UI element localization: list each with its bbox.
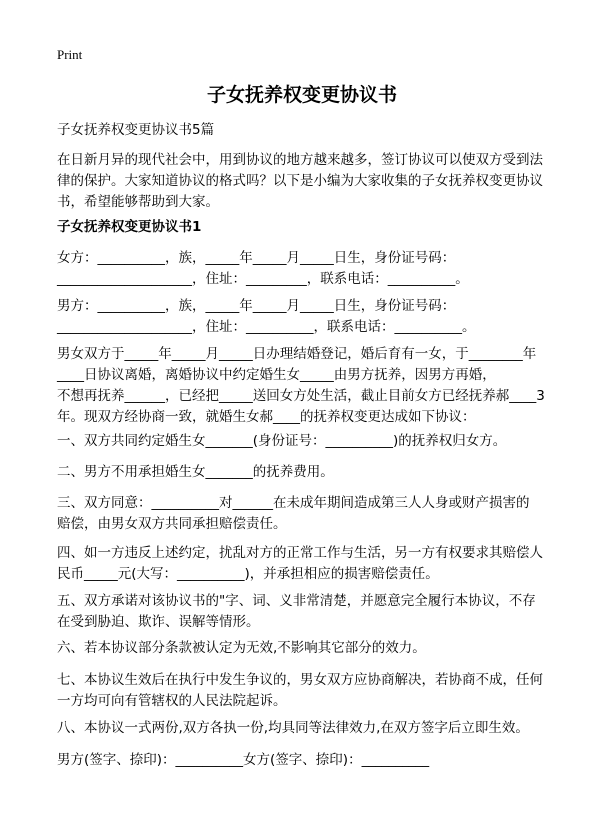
man-party-line: ____________________，住址：__________，联系电话：__________。 [57, 319, 476, 335]
clause-line: 三、双方同意：__________对______在未成年期间造成第三人人身或财产损害的 [57, 495, 530, 511]
clause-8 [57, 718, 557, 739]
woman-party-paragraph [57, 248, 557, 290]
clause-line: 六、若本协议部分条款被认定为无效,不影响其它部分的效力。 [57, 640, 426, 656]
clause-line: 赔偿，由男女双方共同承担赔偿责任。 [57, 516, 287, 532]
clause-1 [57, 431, 557, 452]
intro-line: 律的保护。大家知道协议的格式吗？以下是小编为大家收集的子女抚养权变更协议 [57, 173, 543, 189]
intro-line: 在日新月异的现代社会中，用到协议的地方越来越多，签订协议可以使双方受到法 [57, 152, 543, 168]
intro-paragraph [57, 150, 557, 213]
background-paragraph [57, 344, 557, 428]
clause-line: 二、男方不用承担婚生女_______的抚养费用。 [57, 464, 334, 480]
clause-2 [57, 462, 557, 483]
man-party-line: 男方：__________，族，_____年_____月_____日生，身份证号码： [57, 298, 456, 314]
clause-line: 一方均可向有管辖权的人民法院起诉。 [57, 693, 287, 709]
clause-line: 七、本协议生效后在执行中发生争议的，男女双方应协商解决，若协商不成，任何 [57, 672, 543, 688]
section-heading: 子女抚养权变更协议书1 [57, 219, 202, 235]
woman-party-line: ____________________，住址：_________，联系电话：__________。 [57, 271, 469, 287]
background-line: 不想再抚养______，已经把_____送回女方处生活，截止目前女方已经抚养郝____3 [57, 388, 545, 404]
clause-line: 五、双方承诺对该协议书的"字、词、义非常清楚，并愿意完全履行本协议，不存 [57, 593, 536, 609]
clause-7 [57, 670, 557, 712]
document-subtitle: 子女抚养权变更协议书5篇 [57, 122, 215, 138]
clause-4 [57, 543, 557, 585]
clause-line: 八、本协议一式两份,双方各执一份,均具同等法律效力,在双方签字后立即生效。 [57, 720, 529, 736]
print-label[interactable]: Print [57, 47, 83, 62]
background-line: 男女双方于_____年_____月_____日办理结婚登记，婚后育有一女，于________年 [57, 346, 537, 362]
clause-3 [57, 493, 557, 535]
woman-party-line: 女方：__________，族，_____年_____月_____日生，身份证号码： [57, 250, 456, 266]
man-party-paragraph [57, 296, 557, 338]
clause-6 [57, 638, 557, 659]
clause-line: 一、双方共同约定婚生女_______(身份证号：__________)的抚养权归女方。 [57, 433, 507, 449]
clause-line: 民币_____元(大写：__________)，并承担相应的损害赔偿责任。 [57, 566, 439, 582]
background-line: ____日协议离婚，离婚协议中约定婚生女_____由男方抚养，因男方再婚， [57, 367, 496, 383]
background-line: 年。现双方经协商一致，就婚生女郝____的抚养权变更达成如下协议： [57, 409, 476, 425]
clause-line: 四、如一方违反上述约定，扰乱对方的正常工作与生活，另一方有权要求其赔偿人 [57, 545, 543, 561]
intro-line: 书，希望能够帮助到大家。 [57, 194, 219, 210]
clause-5 [57, 591, 557, 633]
clause-line: 在受到胁迫、欺诈、误解等情形。 [57, 614, 260, 630]
document-title: 子女抚养权变更协议书 [206, 84, 397, 106]
signature-line: 男方(签字、捺印)：__________女方(签字、捺印)：__________ [57, 752, 430, 768]
